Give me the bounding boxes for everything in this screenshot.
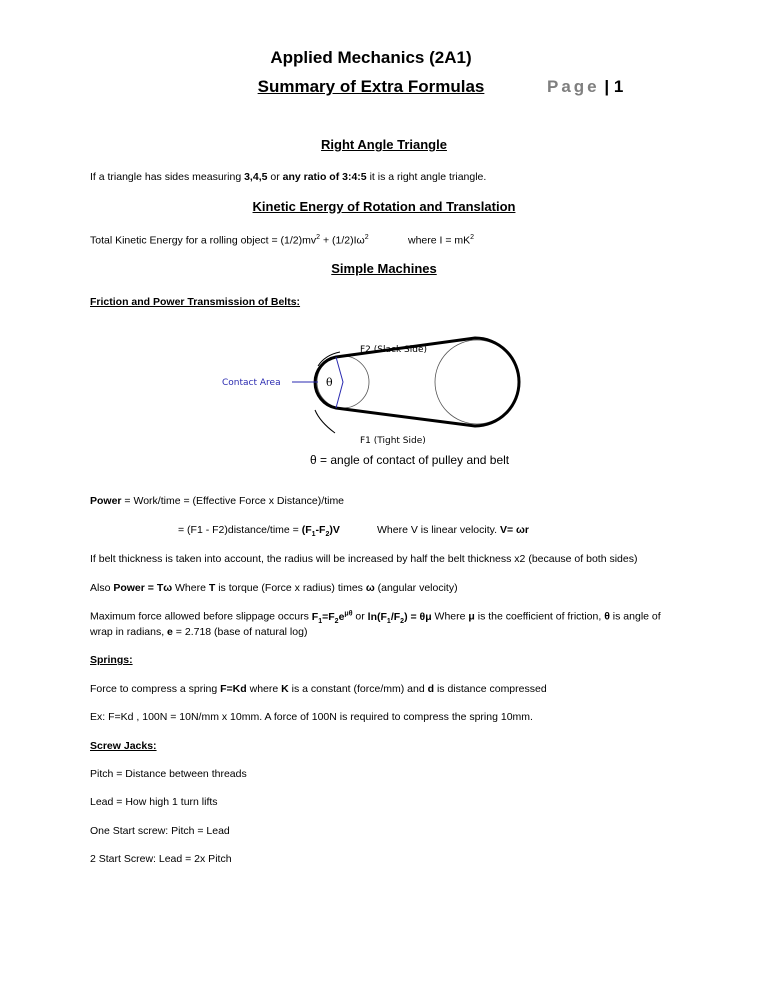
doc-title: Applied Mechanics (2A1)	[270, 48, 472, 67]
screw-jack-line: Lead = How high 1 turn lifts	[90, 796, 218, 808]
kinetic-energy-text: Total Kinetic Energy for a rolling object = $(1/2)mv^2 + (1/2)I\omega^2$	[90, 234, 369, 247]
power-torque-text: Also Power = Tω Where T is torque (Force x radius) times ω (angular velocity)	[90, 582, 458, 594]
heading-simple-machines: Simple Machines	[331, 261, 437, 276]
subheading-belts: Friction and Power Transmission of Belts:	[90, 296, 301, 308]
belt-diagram-svg	[210, 330, 550, 470]
power-line-2: = (F1 - F2)distance/time = $(F_1-F_2)V$	[178, 524, 340, 539]
screw-jack-line: One Start screw: Pitch = Lead	[90, 825, 230, 837]
heading-kinetic-energy: Kinetic Energy of Rotation and Translation	[252, 199, 516, 214]
heading-right-angle-triangle: Right Angle Triangle	[321, 137, 447, 152]
tight-side-label: F1 (Tight Side)	[360, 436, 426, 446]
slippage-text-2: wrap in radians, e = 2.718 (base of natural log)	[90, 626, 308, 638]
inertia-text: where $I = mK^2$	[408, 234, 475, 247]
subheading-screw-jacks: Screw Jacks:	[90, 740, 157, 752]
doc-subtitle: Summary of Extra Formulas	[257, 77, 485, 96]
subheading-springs: Springs:	[90, 654, 133, 666]
contact-angle-lines	[336, 357, 343, 408]
spring-formula-text: Force to compress a spring F=Kd where K is a constant (force/mm) and d is distance compressed	[90, 683, 547, 695]
triangle-text: If a triangle has sides measuring 3,4,5 or any ratio of 3:4:5 it is a right angle triangle.	[90, 171, 487, 183]
belt-pulley-diagram	[210, 330, 550, 470]
screw-jack-line: Pitch = Distance between threads	[90, 768, 247, 780]
rotation-arrow-bottom	[315, 410, 335, 433]
power-line-1: Power = Work/time = (Effective Force x Distance)/time	[90, 495, 345, 507]
page-number: Page | 1	[547, 77, 624, 96]
screw-jack-line: 2 Start Screw: Lead = 2x Pitch	[90, 853, 232, 865]
spring-example-text: Ex: F=Kd , 100N = 10N/mm x 10mm. A force of 100N is required to compress the spring 10mm.	[90, 711, 533, 723]
contact-area-label: Contact Area	[222, 378, 281, 388]
theta-label: θ	[326, 376, 333, 389]
diagram-caption: θ = angle of contact of pulley and belt	[310, 453, 510, 467]
belt-thickness-text: If belt thickness is taken into account, the radius will be increased by half the belt thickness x2 (because of both sides)	[90, 553, 638, 565]
slack-side-label: F2 (Slack Side)	[360, 345, 427, 355]
velocity-text: Where V is linear velocity. V= ωr	[377, 524, 529, 536]
slippage-text: Maximum force allowed before slippage occurs $F_1=F_2e^{\mu\theta}$ or $\ln(F_1/F_2) = \theta\mu$ Where μ is the coefficient of friction, θ is angle of	[90, 610, 661, 625]
